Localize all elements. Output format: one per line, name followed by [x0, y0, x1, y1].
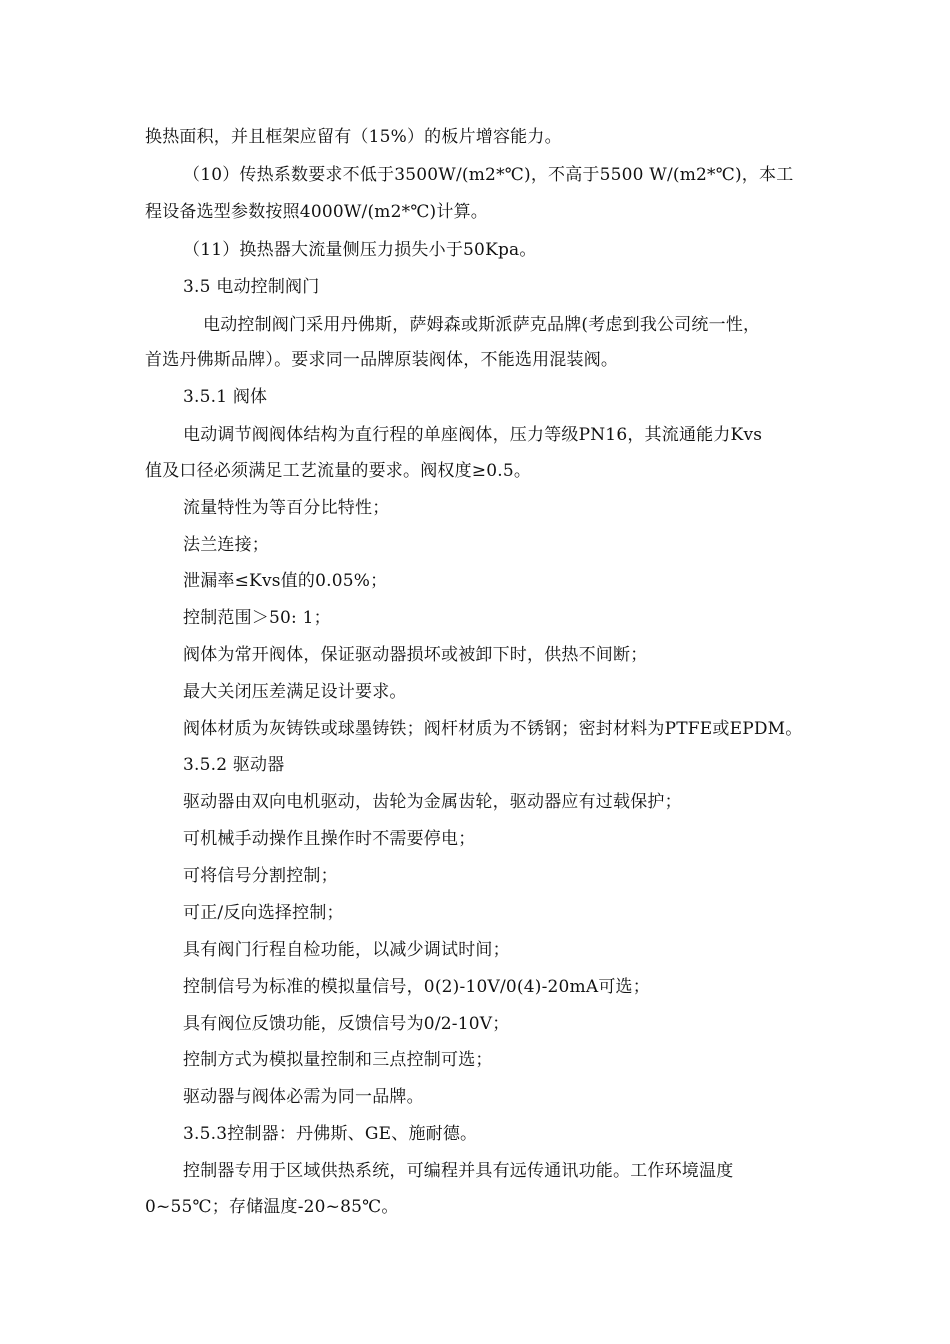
section-heading: 3.5.2 驱动器	[183, 755, 285, 775]
text-line: 具有阀门行程自检功能，以减少调试时间；	[183, 940, 510, 960]
text-line: 阀体材质为灰铸铁或球墨铸铁；阀杆材质为不锈钢；密封材料为PTFE或EPDM。	[183, 719, 803, 739]
section-heading: 3.5.3控制器：丹佛斯、GE、施耐德。	[183, 1124, 478, 1144]
text-line: 可机械手动操作且操作时不需要停电；	[183, 829, 476, 849]
text-line: 泄漏率≤Kvs值的0.05%；	[183, 571, 388, 591]
text-line: 控制器专用于区域供热系统，可编程并具有远传通讯功能。工作环境温度	[183, 1161, 734, 1181]
text-line: 控制信号为标准的模拟量信号，0(2)-10V/0(4)-20mA可选；	[183, 977, 650, 997]
text-line: 控制方式为模拟量控制和三点控制可选；	[183, 1050, 493, 1070]
text-line: 阀体为常开阀体，保证驱动器损坏或被卸下时，供热不间断；	[183, 645, 648, 665]
text-line: 首选丹佛斯品牌）。要求同一品牌原装阀体，不能选用混装阀。	[145, 350, 619, 370]
text-line: 程设备选型参数按照4000W/(m2*℃)计算。	[145, 202, 488, 222]
text-line: （10）传热系数要求不低于3500W/(m2*℃)，不高于5500 W/(m2*℃)，本工	[183, 165, 794, 185]
section-heading: 3.5 电动控制阀门	[183, 277, 320, 297]
text-line: 驱动器与阀体必需为同一品牌。	[183, 1087, 424, 1107]
text-line: 可正/反向选择控制；	[183, 903, 344, 923]
text-line: 驱动器由双向电机驱动，齿轮为金属齿轮，驱动器应有过载保护；	[183, 792, 682, 812]
text-line: 可将信号分割控制；	[183, 866, 338, 886]
text-line: 流量特性为等百分比特性；	[183, 498, 390, 518]
text-line: 电动控制阀门采用丹佛斯，萨姆森或斯派萨克品牌(考虑到我公司统一性，	[203, 315, 761, 335]
text-line: （11）换热器大流量侧压力损失小于50Kpa。	[183, 240, 537, 260]
text-line: 法兰连接；	[183, 535, 269, 555]
text-line: 最大关闭压差满足设计要求。	[183, 682, 407, 702]
text-line: 0~55℃；存储温度-20~85℃。	[145, 1197, 399, 1217]
text-line: 具有阀位反馈功能，反馈信号为0/2-10V；	[183, 1014, 510, 1034]
text-line: 换热面积，并且框架应留有（15%）的板片增容能力。	[145, 127, 562, 147]
text-line: 电动调节阀阀体结构为直行程的单座阀体，压力等级PN16，其流通能力Kvs	[183, 425, 763, 445]
section-heading: 3.5.1 阀体	[183, 387, 268, 407]
text-line: 值及口径必须满足工艺流量的要求。阀权度≥0.5。	[145, 461, 532, 481]
text-line: 控制范围＞50: 1；	[183, 608, 331, 628]
